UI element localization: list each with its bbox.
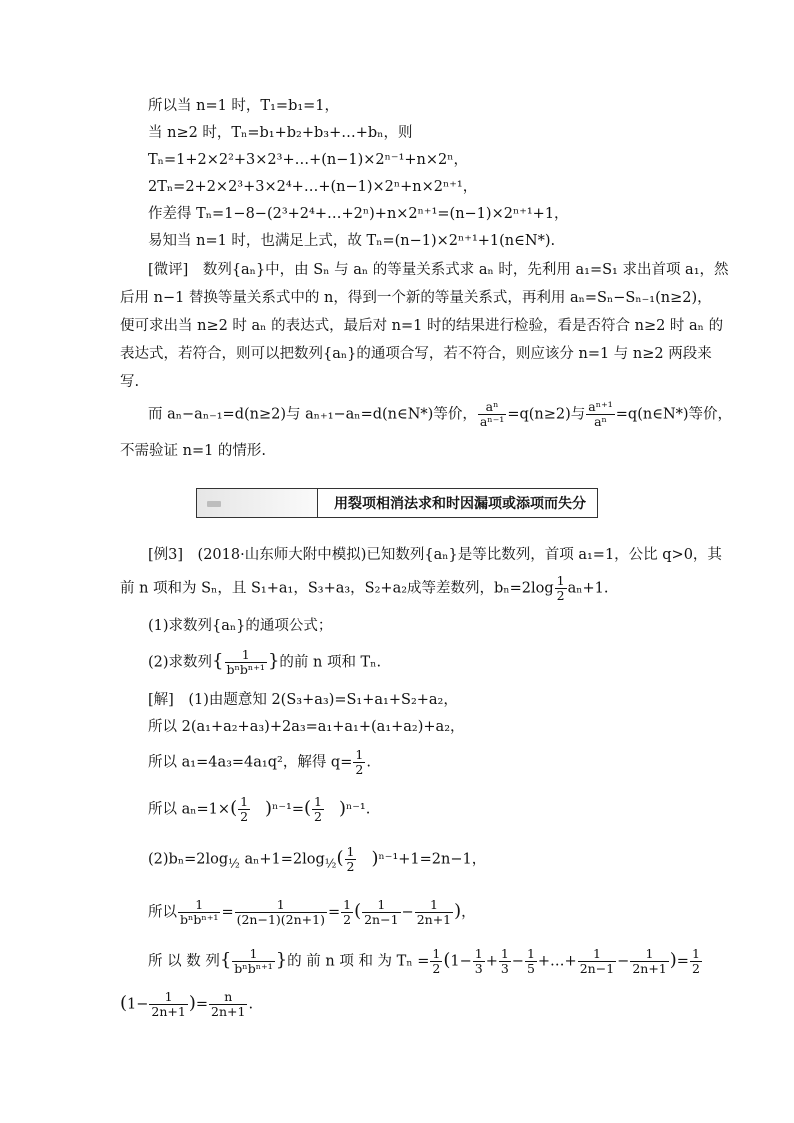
numerator: 1 [429, 897, 438, 912]
denominator: 2 [346, 859, 355, 874]
fraction [415, 898, 453, 927]
denominator: bⁿbⁿ⁺¹ [234, 961, 273, 976]
paren-left: ( [230, 797, 238, 819]
numerator: 1 [164, 989, 173, 1004]
comment-line-6 [148, 400, 732, 429]
numerator: 1 [500, 946, 509, 961]
denominator: aⁿ [586, 414, 614, 429]
solution-text: . [248, 996, 254, 1013]
solution-text: = [221, 904, 234, 921]
proof-line-5: 作差得 Tₙ=1−8−(2³+2⁴+…+2ⁿ)+n×2ⁿ⁺¹=(n−1)×2ⁿ⁺¹+1， [148, 206, 569, 222]
fraction [232, 947, 274, 976]
denominator: 2n+1 [151, 1004, 186, 1019]
denominator: 3 [500, 961, 509, 976]
question-text: 的前 n 项和 Tₙ. [279, 654, 382, 671]
comment-line-2: 后用 n−1 替换等量关系式中的 n，得到一个新的等量关系式，再利用 aₙ=Sₙ−Sₙ₋₁(n≥2)， [120, 290, 712, 306]
fraction [499, 947, 511, 976]
example-line-1: [例3] (2018·山东师大附中模拟)已知数列{aₙ}是等比数列，首项 a₁=1，公比 q>0，其 [148, 547, 722, 563]
comment-line-7: 不需验证 n=1 的情形. [120, 443, 267, 459]
banner-decoration [197, 489, 318, 517]
solution-text: 所以 a₁=4a₃=4a₁q²，解得 q= [148, 754, 353, 771]
numerator: 1 [377, 897, 386, 912]
solution-text: ⁿ⁻¹. [345, 801, 371, 818]
proof-line-1: 所以当 n=1 时，T₁=b₁=1， [148, 98, 340, 114]
denominator: 2n+1 [632, 961, 667, 976]
denominator: 2 [240, 809, 249, 824]
minus: − [617, 953, 630, 970]
solution-text: 的 前 n 项 和 为 Tₙ = [287, 953, 430, 970]
denominator: 2 [343, 912, 352, 927]
fraction [345, 845, 357, 874]
fraction [209, 990, 247, 1019]
minus: − [401, 904, 414, 921]
proof-line-3: Tₙ=1+2×2²+3×2³+…+(n−1)×2ⁿ⁻¹+n×2ⁿ， [148, 152, 469, 168]
brace-right: } [275, 949, 288, 971]
fraction [353, 748, 365, 777]
numerator: 1 [592, 946, 601, 961]
example-text: aₙ+1. [567, 580, 609, 597]
paren-right: ) [454, 900, 462, 922]
solution-text: 所以 aₙ=1× [148, 801, 231, 818]
paren-right: ) [371, 847, 379, 869]
comment-line-5: 写. [120, 374, 140, 390]
numerator: n [224, 989, 233, 1004]
paren-left: ( [303, 797, 311, 819]
proof-line-6: 易知当 n=1 时，也满足上式，故 Tₙ=(n−1)×2ⁿ⁺¹+1(n∈N*). [148, 233, 556, 249]
solution-text: 所 以 数 列 [148, 953, 220, 970]
plus: + [485, 953, 498, 970]
solution-line-8 [120, 990, 253, 1019]
question-2 [148, 648, 381, 677]
paren-right: ) [265, 797, 273, 819]
numerator: 1 [691, 946, 700, 961]
denominator: 2n+1 [211, 1004, 246, 1019]
question-1: (1)求数列{aₙ}的通项公式； [148, 618, 333, 634]
denominator: aⁿ⁻¹ [479, 414, 505, 429]
numerator: 1 [346, 844, 355, 859]
paren-right: ) [669, 949, 677, 971]
numerator: 1 [432, 946, 441, 961]
solution-text: = [327, 904, 341, 921]
log-base: ½ [324, 856, 337, 871]
numerator: aⁿ [485, 399, 499, 414]
example-text: 前 n 项和为 Sₙ，且 S₁+a₁，S₃+a₃，S₂+a₂成等差数列，bₙ=2log [120, 580, 554, 597]
fraction [690, 947, 702, 976]
solution-line-4 [148, 795, 370, 824]
denominator: 5 [526, 961, 535, 976]
fraction [525, 947, 537, 976]
denominator: 3 [474, 961, 483, 976]
solution-text: 1− [450, 953, 472, 970]
denominator: 2 [432, 961, 441, 976]
denominator: 2 [355, 762, 364, 777]
numerator: 1 [249, 946, 258, 961]
paren-left: ( [336, 847, 344, 869]
numerator: 1 [314, 794, 322, 809]
solution-text: . [366, 754, 371, 771]
solution-text: aₙ+1=2log [239, 851, 325, 868]
solution-text: = [195, 996, 209, 1013]
proof-line-2: 当 n≥2 时，Tₙ=b₁+b₂+b₃+…+bₙ，则 [148, 125, 413, 141]
numerator: aⁿ⁺¹ [588, 399, 613, 414]
fraction [430, 947, 442, 976]
denominator: 2 [691, 961, 700, 976]
denominator: 2 [314, 809, 322, 824]
denominator: (2n−1)(2n+1) [236, 912, 325, 927]
example-line-2 [120, 574, 608, 603]
solution-line-1: [解] (1)由题意知 2(S₃+a₃)=S₁+a₁+S₂+a₂， [148, 692, 458, 708]
fraction [473, 947, 485, 976]
fraction [578, 947, 616, 976]
solution-line-2: 所以 2(a₁+a₂+a₃)+2a₃=a₁+a₁+(a₁+a₂)+a₂， [148, 719, 465, 735]
denominator: 2n+1 [416, 912, 452, 927]
numerator: 1 [526, 946, 535, 961]
paren-left: ( [443, 949, 451, 971]
solution-text: ⁿ⁻¹+1=2n−1， [378, 851, 487, 868]
comment-text: 而 aₙ−aₙ₋₁=d(n≥2)与 aₙ₊₁−aₙ=d(n∈N*)等价， [148, 406, 477, 423]
denominator: 2n−1 [579, 961, 615, 976]
solution-line-6 [148, 898, 476, 927]
denominator: bⁿbⁿ⁺¹ [180, 912, 219, 927]
log-base: ½ [228, 856, 240, 871]
paren-right: ) [188, 992, 196, 1014]
numerator: 1 [645, 946, 654, 961]
comment-line-4: 表达式，若符合，则可以把数列{aₙ}的通项合写，若不符合，则应该分 n=1 与 n≥2 两段来 [120, 346, 712, 362]
fraction [235, 898, 327, 927]
fraction [225, 648, 267, 677]
denominator: bⁿbⁿ⁺¹ [226, 662, 265, 677]
fraction [178, 898, 220, 927]
solution-text: ⁿ⁻¹= [272, 801, 304, 818]
numerator: 1 [343, 897, 352, 912]
numerator: 1 [241, 647, 250, 662]
fraction [238, 795, 250, 824]
solution-line-7 [148, 947, 703, 976]
numerator: 1 [355, 747, 364, 762]
comment-line-1: [微评] 数列{aₙ}中，由 Sₙ 与 aₙ 的等量关系式求 aₙ 时，先利用 a₁=S₁ 求出首项 a₁，然 [148, 262, 729, 278]
solution-text: 所以 [148, 904, 177, 921]
proof-line-4: 2Tₙ=2+2×2³+3×2⁴+…+(n−1)×2ⁿ+n×2ⁿ⁺¹， [148, 179, 478, 195]
brace-left: { [219, 949, 232, 971]
comment-line-3: 便可求出当 n≥2 时 aₙ 的表达式，最后对 n=1 时的结果进行检验，看是否符合 n≥2 时 aₙ 的 [120, 318, 724, 334]
denominator: 2n−1 [364, 912, 399, 927]
fraction [478, 400, 506, 429]
paren-left: ( [120, 992, 128, 1014]
brace-right: } [267, 650, 280, 672]
banner-chip [207, 501, 221, 507]
equals: = [676, 953, 689, 970]
question-text: (2)求数列 [148, 654, 213, 671]
solution-text: (2)bₙ=2log [148, 851, 229, 868]
fraction [362, 898, 400, 927]
numerator: 1 [195, 897, 204, 912]
fraction [555, 574, 567, 603]
solution-line-3 [148, 748, 371, 777]
numerator: 1 [276, 897, 285, 912]
paren-left: ( [354, 900, 362, 922]
fraction [312, 795, 324, 824]
fraction [341, 898, 353, 927]
denominator: 2 [556, 588, 565, 603]
fraction [149, 990, 187, 1019]
solution-line-5 [148, 845, 486, 874]
numerator: 1 [240, 794, 249, 809]
solution-text: ， [461, 904, 476, 921]
paren-right: ) [338, 797, 346, 819]
brace-left: { [212, 650, 224, 672]
comment-text: =q(n≥2)与 [507, 406, 586, 423]
minus: − [511, 953, 524, 970]
numerator: 1 [474, 946, 483, 961]
fraction [586, 400, 614, 429]
fraction [630, 947, 668, 976]
solution-text: 1− [127, 996, 149, 1013]
section-banner [196, 488, 598, 518]
comment-text: =q(n∈N*)等价， [615, 406, 733, 423]
numerator: 1 [556, 573, 565, 588]
banner-title: 用裂项相消法求和时因漏项或添项而失分 [334, 496, 586, 512]
solution-text: +…+ [537, 953, 577, 970]
